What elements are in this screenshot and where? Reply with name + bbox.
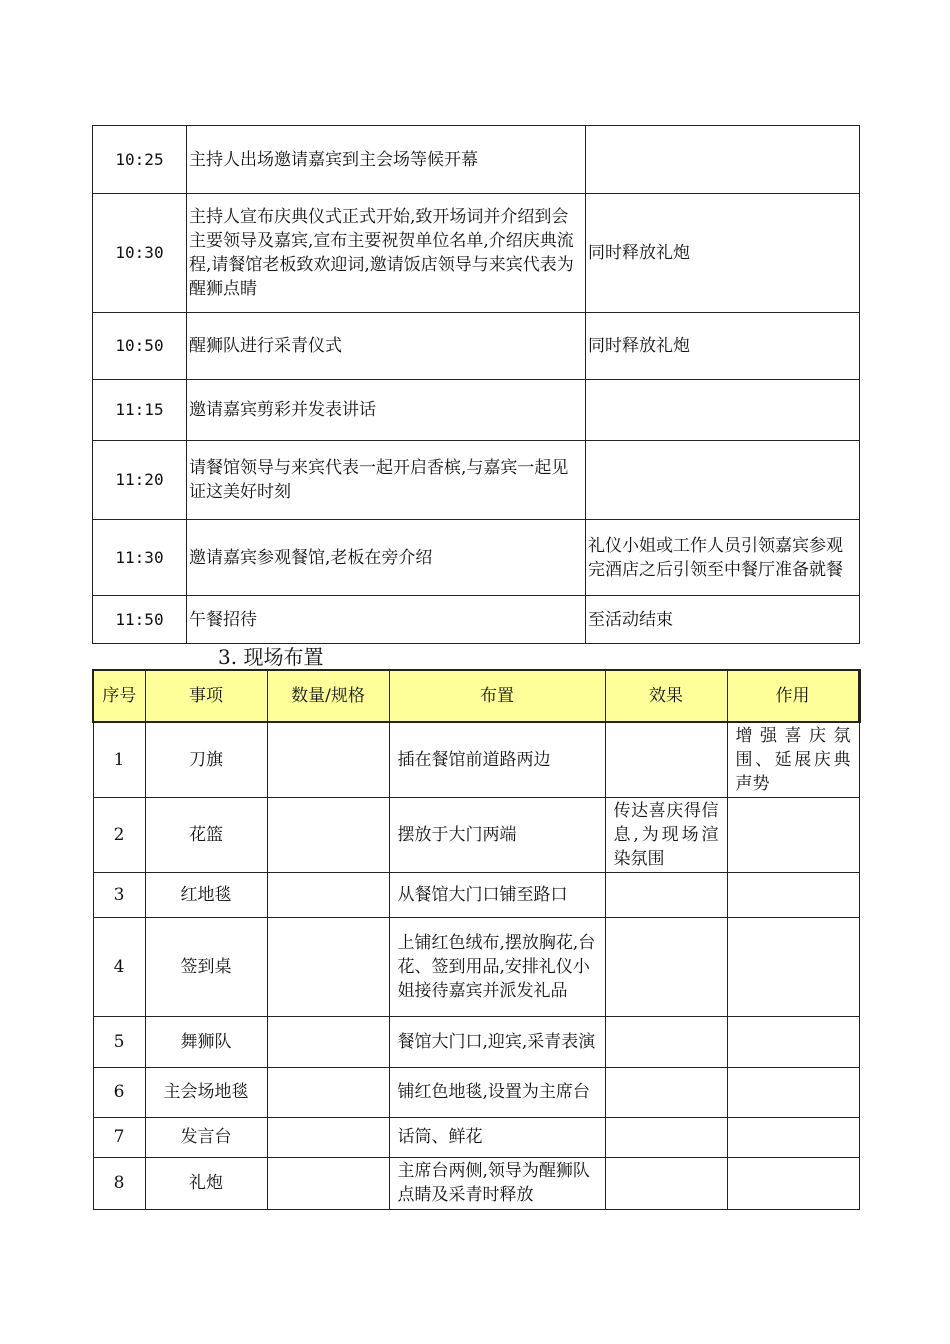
schedule-row bbox=[93, 194, 860, 313]
row-effect bbox=[605, 1067, 727, 1117]
row-arrange: 话筒、鲜花 bbox=[389, 1117, 605, 1157]
header-purpose: 作用 bbox=[727, 670, 859, 722]
schedule-note bbox=[586, 441, 860, 520]
schedule-content: 醒狮队进行采青仪式 bbox=[187, 313, 586, 380]
row-arrange: 从餐馆大门口铺至路口 bbox=[389, 872, 605, 917]
row-arrange: 铺红色地毯,设置为主席台 bbox=[389, 1067, 605, 1117]
row-arrange: 餐馆大门口,迎宾,采青表演 bbox=[389, 1016, 605, 1067]
header-effect: 效果 bbox=[605, 670, 727, 722]
table-row bbox=[93, 1016, 859, 1067]
header-no: 序号 bbox=[93, 670, 145, 722]
schedule-row bbox=[93, 520, 860, 596]
row-no: 6 bbox=[93, 1067, 145, 1117]
row-effect: 传达喜庆得信息,为现场渲染氛围 bbox=[605, 797, 727, 872]
schedule-note bbox=[586, 126, 860, 194]
row-effect bbox=[605, 1016, 727, 1067]
row-arrange: 插在餐馆前道路两边 bbox=[389, 722, 605, 797]
row-purpose bbox=[727, 1117, 859, 1157]
schedule-time: 11:20 bbox=[93, 441, 187, 520]
row-effect bbox=[605, 1157, 727, 1209]
row-purpose bbox=[727, 872, 859, 917]
schedule-table bbox=[92, 125, 860, 644]
section-title: 3. 现场布置 bbox=[218, 645, 324, 669]
row-purpose bbox=[727, 797, 859, 872]
row-effect bbox=[605, 722, 727, 797]
row-qty bbox=[267, 917, 389, 1016]
schedule-row bbox=[93, 380, 860, 441]
row-no: 1 bbox=[93, 722, 145, 797]
row-item: 舞狮队 bbox=[145, 1016, 267, 1067]
row-purpose bbox=[727, 1016, 859, 1067]
row-effect bbox=[605, 872, 727, 917]
table-row bbox=[93, 1117, 859, 1157]
row-qty bbox=[267, 1016, 389, 1067]
row-arrange: 上铺红色绒布,摆放胸花,台花、签到用品,安排礼仪小姐接待嘉宾并派发礼品 bbox=[389, 917, 605, 1016]
row-effect bbox=[605, 1117, 727, 1157]
row-no: 8 bbox=[93, 1157, 145, 1209]
schedule-row bbox=[93, 441, 860, 520]
header-arrange: 布置 bbox=[389, 670, 605, 722]
row-effect bbox=[605, 917, 727, 1016]
schedule-row bbox=[93, 313, 860, 380]
schedule-note: 礼仪小姐或工作人员引领嘉宾参观完酒店之后引领至中餐厅准备就餐 bbox=[586, 520, 860, 596]
schedule-note: 同时释放礼炮 bbox=[586, 194, 860, 313]
schedule-note bbox=[586, 380, 860, 441]
schedule-time: 11:30 bbox=[93, 520, 187, 596]
header-item: 事项 bbox=[145, 670, 267, 722]
table-row bbox=[93, 722, 859, 797]
table-row bbox=[93, 872, 859, 917]
schedule-time: 10:50 bbox=[93, 313, 187, 380]
schedule-time: 10:30 bbox=[93, 194, 187, 313]
row-qty bbox=[267, 1067, 389, 1117]
row-no: 4 bbox=[93, 917, 145, 1016]
row-no: 7 bbox=[93, 1117, 145, 1157]
row-no: 5 bbox=[93, 1016, 145, 1067]
schedule-row bbox=[93, 126, 860, 194]
row-item: 主会场地毯 bbox=[145, 1067, 267, 1117]
venue-layout-table bbox=[92, 669, 861, 1210]
row-no: 2 bbox=[93, 797, 145, 872]
row-qty bbox=[267, 722, 389, 797]
row-no: 3 bbox=[93, 872, 145, 917]
table-row bbox=[93, 797, 859, 872]
row-qty bbox=[267, 1157, 389, 1209]
row-purpose bbox=[727, 1067, 859, 1117]
schedule-time: 11:50 bbox=[93, 596, 187, 644]
row-arrange: 摆放于大门两端 bbox=[389, 797, 605, 872]
row-item: 刀旗 bbox=[145, 722, 267, 797]
schedule-content: 邀请嘉宾剪彩并发表讲话 bbox=[187, 380, 586, 441]
schedule-content: 午餐招待 bbox=[187, 596, 586, 644]
schedule-content: 主持人宣布庆典仪式正式开始,致开场词并介绍到会主要领导及嘉宾,宣布主要祝贺单位名单,介绍庆典流程,请餐馆老板致欢迎词,邀请饭店领导与来宾代表为醒狮点睛 bbox=[187, 194, 586, 313]
table-row bbox=[93, 1067, 859, 1117]
row-arrange: 主席台两侧,领导为醒狮队点睛及采青时释放 bbox=[389, 1157, 605, 1209]
row-item: 花篮 bbox=[145, 797, 267, 872]
schedule-note: 至活动结束 bbox=[586, 596, 860, 644]
schedule-time: 11:15 bbox=[93, 380, 187, 441]
table-row bbox=[93, 917, 859, 1016]
table-row bbox=[93, 1157, 859, 1209]
row-purpose bbox=[727, 917, 859, 1016]
row-purpose: 增强喜庆氛围、延展庆典声势 bbox=[727, 722, 859, 797]
schedule-content: 邀请嘉宾参观餐馆,老板在旁介绍 bbox=[187, 520, 586, 596]
row-item: 发言台 bbox=[145, 1117, 267, 1157]
row-item: 礼炮 bbox=[145, 1157, 267, 1209]
schedule-content: 请餐馆领导与来宾代表一起开启香槟,与嘉宾一起见证这美好时刻 bbox=[187, 441, 586, 520]
row-purpose bbox=[727, 1157, 859, 1209]
schedule-note: 同时释放礼炮 bbox=[586, 313, 860, 380]
row-qty bbox=[267, 872, 389, 917]
header-qty: 数量/规格 bbox=[267, 670, 389, 722]
table-header-row bbox=[93, 670, 859, 722]
schedule-row bbox=[93, 596, 860, 644]
schedule-time: 10:25 bbox=[93, 126, 187, 194]
row-qty bbox=[267, 797, 389, 872]
row-qty bbox=[267, 1117, 389, 1157]
row-item: 签到桌 bbox=[145, 917, 267, 1016]
schedule-content: 主持人出场邀请嘉宾到主会场等候开幕 bbox=[187, 126, 586, 194]
row-item: 红地毯 bbox=[145, 872, 267, 917]
